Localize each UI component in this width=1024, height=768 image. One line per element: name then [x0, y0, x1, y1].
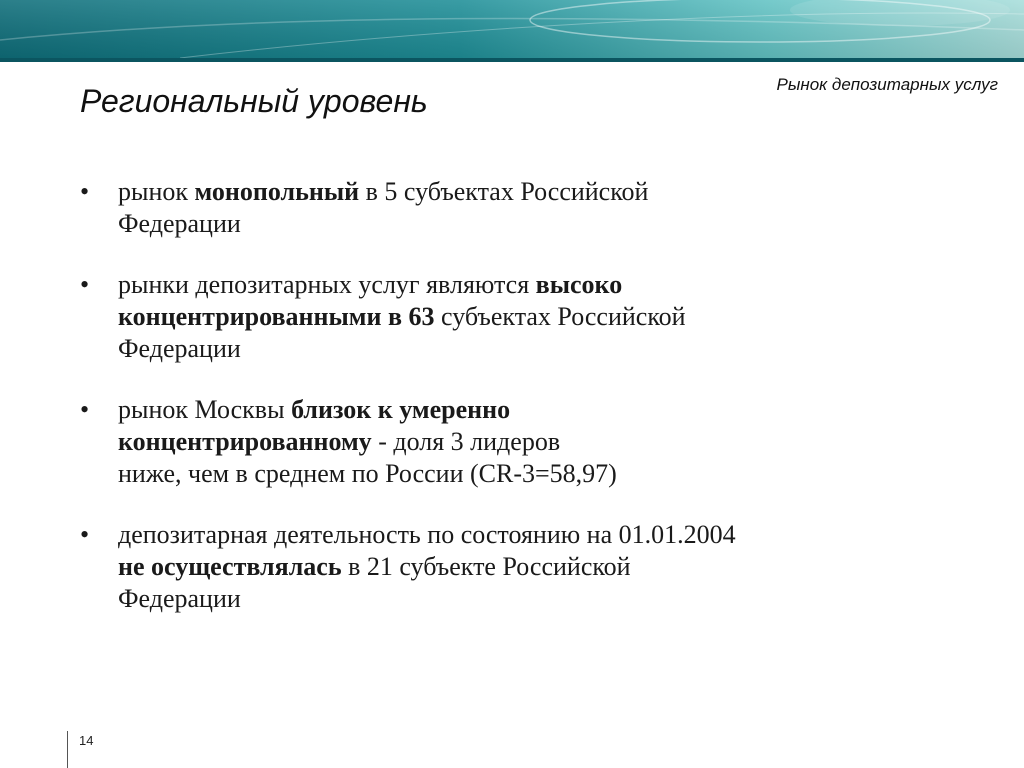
- bullet-text: субъектах Российской: [434, 302, 686, 331]
- header-band-graphic: [0, 0, 1024, 62]
- bullet-text-bold: концентрированному: [118, 427, 372, 456]
- bullet-text: в 5 субъектах Российской: [359, 177, 649, 206]
- bullet-line: [118, 333, 980, 365]
- bullet-list: [80, 176, 980, 615]
- footer-divider: [67, 731, 68, 768]
- bullet-marker: •: [80, 395, 90, 424]
- bullet-line: [118, 176, 980, 208]
- bullet-line: [118, 208, 980, 240]
- bullet-text: Федерации: [118, 334, 241, 363]
- bullet-line: [118, 426, 980, 458]
- slide-title: Региональный уровень: [80, 83, 428, 119]
- bullet-line: [118, 551, 980, 583]
- bullet-item: [80, 176, 980, 240]
- bullet-text: в 21 субъекте Российской: [341, 552, 631, 581]
- section-label: Рынок депозитарных услуг: [776, 75, 998, 94]
- bullet-text: Федерации: [118, 584, 241, 613]
- bullet-text-bold: концентрированными в 63: [118, 302, 435, 331]
- bullet-text: - доля 3 лидеров: [371, 427, 561, 456]
- bullet-line: [118, 458, 980, 490]
- bullet-line: [118, 301, 980, 333]
- bullet-text: рынок: [118, 177, 195, 206]
- bullet-text-bold: монопольный: [194, 177, 360, 206]
- bullet-text: Федерации: [118, 209, 241, 238]
- bullet-line: [118, 583, 980, 615]
- bullet-text: ниже, чем в среднем по России (CR-3=58,97): [118, 459, 617, 488]
- bullet-text-bold: высоко: [535, 270, 623, 299]
- bullet-marker: •: [80, 177, 90, 206]
- bullet-line: [118, 394, 980, 426]
- header-band: [0, 0, 1024, 62]
- bullet-text-bold: близок к умеренно: [291, 395, 511, 424]
- bullet-line: [118, 269, 980, 301]
- bullet-marker: •: [80, 270, 90, 299]
- bullet-item: [80, 269, 980, 365]
- bullet-marker: •: [80, 520, 90, 549]
- bullet-line: [118, 519, 980, 551]
- page-number: 14: [79, 733, 94, 748]
- bullet-text: рынок Москвы: [118, 395, 292, 424]
- bullet-text-bold: не осуществлялась: [118, 552, 342, 581]
- bullet-item: [80, 519, 980, 615]
- bullet-text: рынки депозитарных услуг являются: [118, 270, 536, 299]
- bullet-text: депозитарная деятельность по состоянию на 01.01.2004: [118, 520, 736, 549]
- bullet-item: [80, 394, 980, 490]
